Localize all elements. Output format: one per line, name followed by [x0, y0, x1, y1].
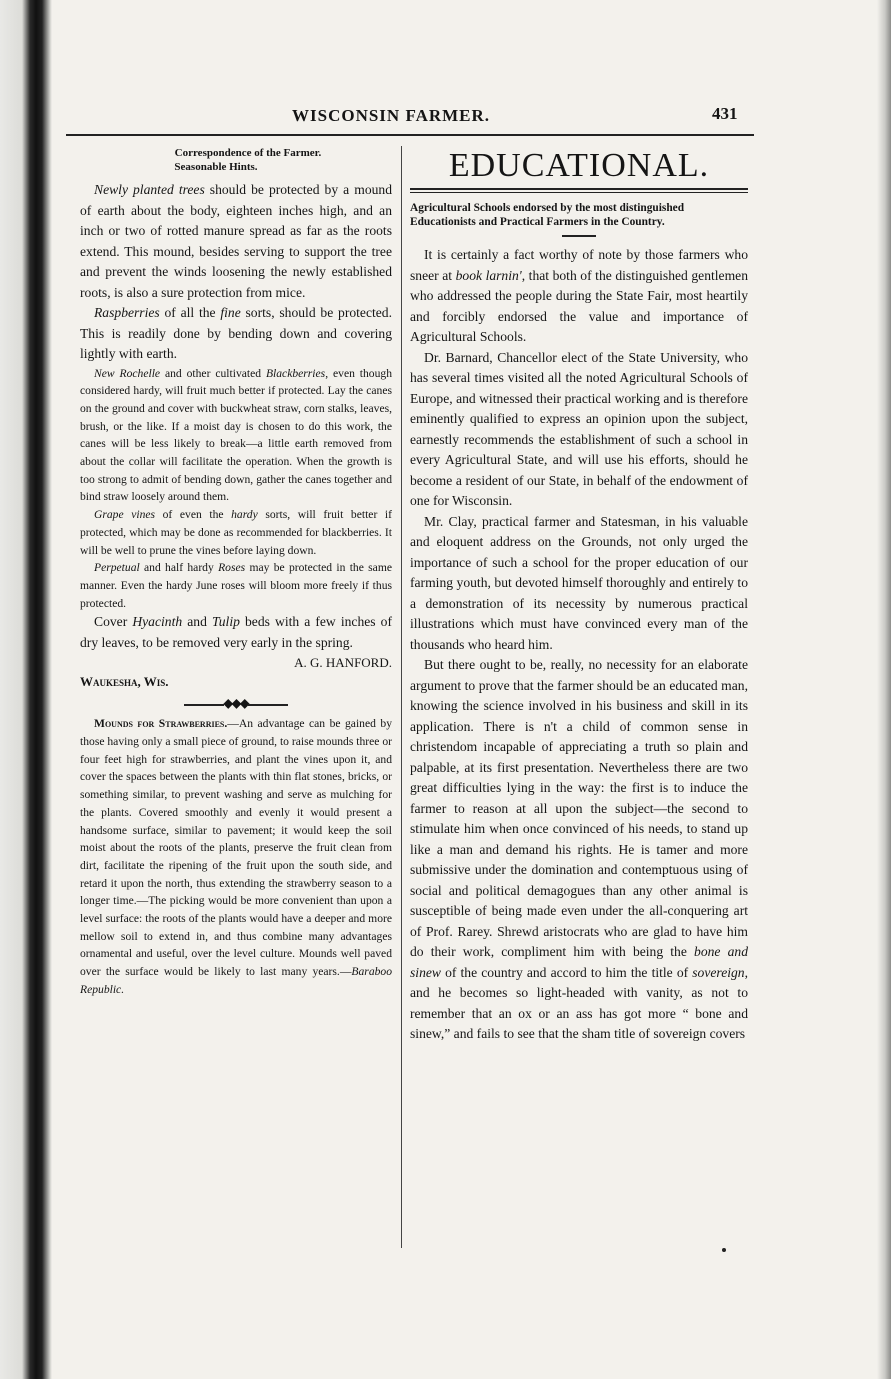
- running-title: WISCONSIN FARMER.: [292, 106, 491, 125]
- headline-rule: [562, 235, 596, 237]
- italic-book-larnin: book larnin': [455, 267, 522, 283]
- text-raspberries-mid: of all the: [159, 305, 221, 320]
- lead-grape-vines: Grape vines: [94, 508, 156, 522]
- paragraph-argument: [410, 655, 748, 1045]
- section-title: EDUCATIONAL.: [448, 147, 710, 184]
- italic-sovereign: sovereign: [692, 964, 745, 980]
- mounds-text: —An advantage can be gained by those having only a small piece of ground, to raise mounds three or four feet high for strawberries, and plant the vines upon it, and cover the spaces between the plants with thin flat stones, bricks, or something similar, to prevent washing and serve as mulching for the plants. Covered smoothly and evenly it would present a handsome surface, similar to pavement; it would keep the soil moist about the roots of the plants, preserve the fruit clean from dirt, facilitate the ripening of the fruit upon the south side, and retard it upon the north, thus extending the strawberry season to a longer time.—The picking would be more convenient than upon a level surface: the roots of the plants would have a deeper and more mellow soil to extend in, and thus combine many advantages ornamental and useful, over the level culture. Mounds well paved over the surface would be likely to last many years.—: [80, 717, 392, 979]
- text-bulbs: beds with a few inches of dry leaves, to be removed very early in the spring.: [80, 614, 392, 650]
- italic-bone-sinew: bone and sinew: [410, 944, 748, 980]
- text-trees: should be protected by a mound of earth about the body, eighteen inches high, and an inch or two of rotted manure spread as far as the roots extend. This mound, besides serving to support the tree and prevent the winds loosening the newly established roots, is also a sure protection from mice.: [80, 182, 393, 300]
- paragraph-grapes: [80, 506, 392, 559]
- paragraph-trees: [80, 180, 392, 303]
- section-ornament: [80, 697, 392, 709]
- column-divider: [401, 146, 402, 1248]
- mounds-title: Mounds for Strawberries.: [94, 717, 228, 731]
- text-intro: , that both of the distinguished gentlemen who addressed the people during the State Fair, most heartily and forcibly endorsed the value and importance of Agricultural Schools.: [410, 267, 748, 344]
- print-speck: [722, 1248, 726, 1252]
- lead-raspberries: Raspberries: [94, 305, 160, 320]
- paragraph-barnard: Dr. Barnard, Chancellor elect of the State University, who has several times visited all the noted Agricultural Schools of Europe, and witnessed their practical working and is therefore eminently qualified to express an opinion upon the subject, earnestly recommends the establishment of such a school in every Agricultural State, and will use his efforts, should he become a resident of our State, in behalf of the endowment of one for Wisconsin.: [410, 349, 748, 508]
- page-number: 431: [712, 104, 738, 123]
- text-blackberries: , even though considered hardy, will fruit much better if protected. Lay the canes on the ground and cover with buckwheat straw, corn stalks, leaves, brush, or the like. If a moist day is chosen to do this work, the canes will be less likely to break—a little earth removed from about the collar will facilitate the operation. When the growth is too strong to admit of bending down, gather the canes together and bind straw loosely around them.: [80, 366, 392, 504]
- italic-blackberries: Blackberries: [265, 366, 326, 380]
- italic-roses: Roses: [218, 561, 246, 575]
- article-headline: Agricultural Schools endorsed by the most distinguished Educationists and Practical Farmers in the Country.: [410, 202, 685, 228]
- lead-new-rochelle: New Rochelle: [94, 366, 161, 380]
- page-edge: [877, 0, 891, 1379]
- lead-perpetual: Perpetual: [94, 561, 140, 575]
- header-rule: [66, 134, 754, 136]
- text-argument-end: , and he becomes so light-headed with vanity, as not to remember that an ox or an ass has got more “ bone and sinew,” and fails to see that the sham title of sovereign covers: [410, 964, 748, 1041]
- paragraph-bulbs: [80, 612, 392, 653]
- text-roses: may be protected in the same manner. Even the hardy June roses will bloom more freely if thus protected.: [80, 561, 392, 610]
- place-line: Waukesha, Wis.: [80, 674, 169, 690]
- paragraph-roses: [80, 559, 392, 612]
- correspondence-title: Correspondence of the Farmer.: [174, 147, 322, 159]
- correspondence-subtitle: Seasonable Hints.: [174, 161, 258, 173]
- book-gutter: [0, 0, 52, 1379]
- text-argument-mid: of the country and accord to him the title of: [440, 964, 693, 980]
- mounds-source: Baraboo Republic.: [80, 965, 392, 996]
- paragraph-raspberries: [80, 303, 392, 365]
- text-argument-start: But there ought to be, really, no necessity for an elaborate argument to prove that the farmer should be an educated man, knowing the science involved in his business and skill in its application. There is n't a child of common sense in christendom incapable of appreciating a truth so plain and palpable, at its first presentation. Nevertheless there are two great difficulties lying in the way: the first is to induce the farmer to reason at all upon the subject—the second to stimulate him when once convinced of his needs, to stand up like a man and demand his rights. He is tamer and more submissive under the domination and contemptuous using of social and political demagogues than any other animal is susceptible of being made even under the all-conquering art of Prof. Rarey. Shrewd aristocrats who are glad to have him do their work, compliment him with being the: [410, 657, 748, 959]
- title-rule: [410, 188, 748, 193]
- right-column: [410, 146, 748, 1045]
- text-blackberries-mid: and other cultivated: [160, 366, 266, 380]
- text-grapes-mid: of even the: [155, 508, 232, 522]
- paragraph-intro: [410, 245, 748, 348]
- text-bulbs-start: Cover: [94, 614, 133, 630]
- italic-hyacinth: Hyacinth: [132, 614, 183, 630]
- italic-fine: fine: [220, 305, 241, 320]
- text-roses-mid: and half hardy: [139, 561, 219, 575]
- paragraph-mounds: [80, 715, 392, 998]
- text-grapes: sorts, will fruit better if protected, which may be done as recommended for blackberries. It will be well to prune the vines before laying down.: [80, 508, 392, 557]
- paragraph-blackberries: [80, 365, 392, 507]
- signature: A. G. HANFORD.: [294, 655, 392, 671]
- text-raspberries: sorts, should be protected. This is readily done by bending down and covering lightly with earth.: [80, 305, 392, 361]
- text-intro-start: It is certainly a fact worthy of note by those farmers who sneer at: [410, 247, 748, 283]
- ornament-glyphs: ◆◆◆: [223, 696, 249, 711]
- paragraph-clay: Mr. Clay, practical farmer and Statesman, in his valuable and eloquent address on the Grounds, not only urged the importance of such a school for the proper education of our farming youth, but devoted himself thoroughly and entirely to a demonstration of its necessity by numerous practical illustrations which must have convinced every man of the thousands who heard him.: [410, 513, 748, 652]
- left-column: [80, 146, 392, 999]
- italic-tulip: Tulip: [211, 614, 240, 630]
- lead-trees: Newly planted trees: [94, 182, 205, 197]
- italic-hardy: hardy: [231, 508, 258, 522]
- text-bulbs-mid: and: [182, 614, 212, 630]
